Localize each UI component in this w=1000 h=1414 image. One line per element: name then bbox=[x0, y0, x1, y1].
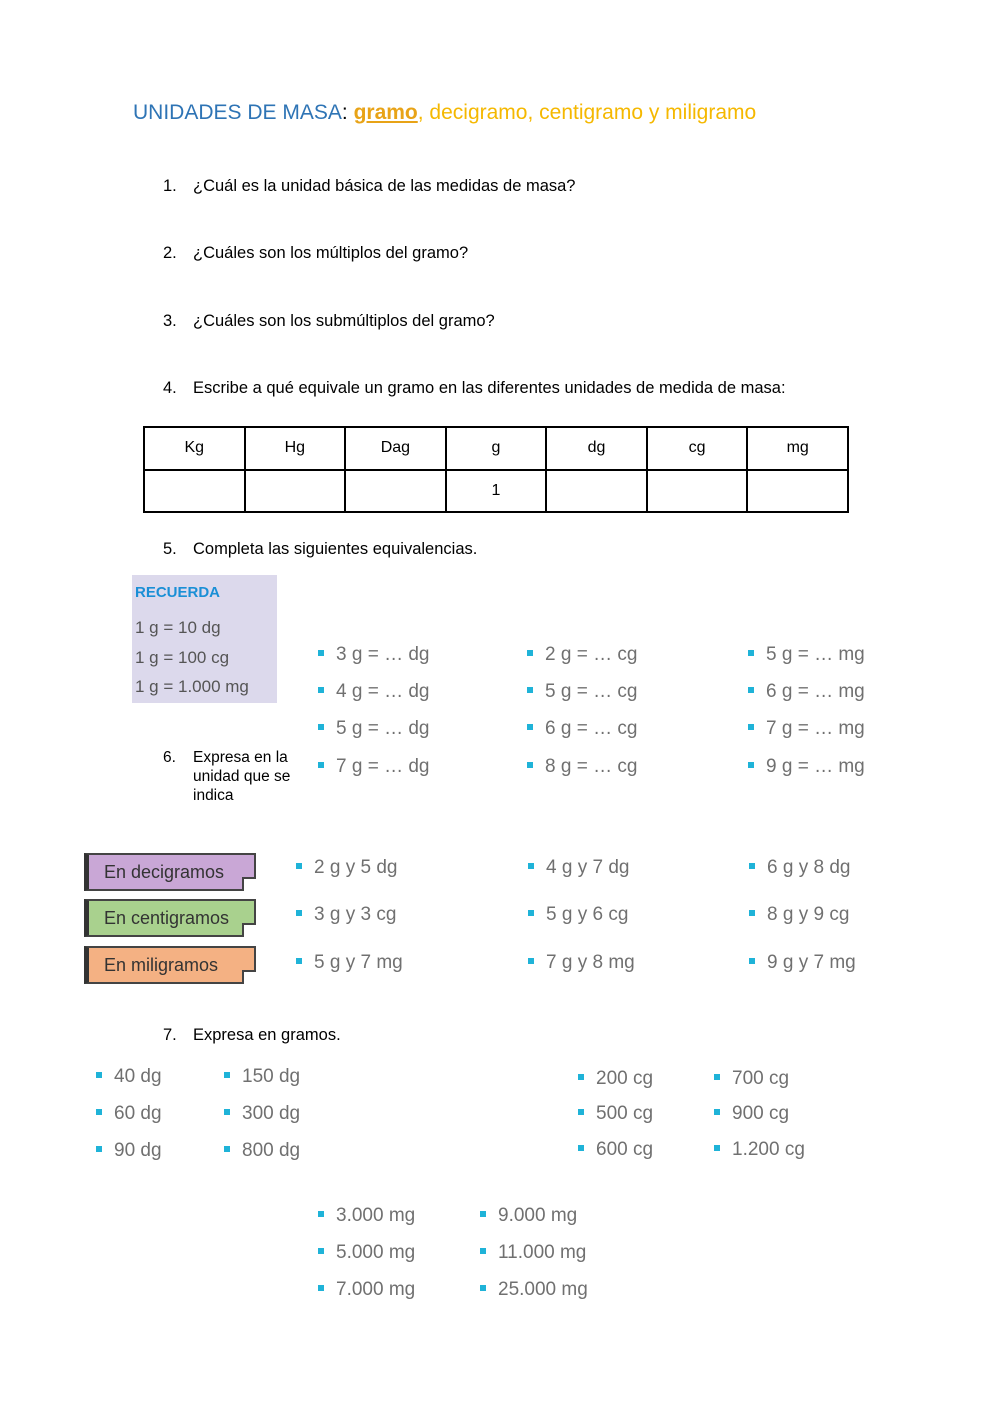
unit-cell-dag[interactable] bbox=[345, 470, 446, 513]
recuerda-line: 1 g = 1.000 mg bbox=[135, 677, 249, 696]
question-text: ¿Cuáles son los submúltiplos del gramo? bbox=[193, 312, 495, 330]
question-number: 1. bbox=[163, 177, 177, 195]
unit-header-hg: Hg bbox=[245, 427, 346, 470]
equivalence-item: 6 g = … cg bbox=[527, 718, 637, 740]
equivalence-item: 5 g = … mg bbox=[748, 644, 865, 666]
equivalence-item: 7 g = … dg bbox=[318, 756, 429, 778]
question-text: Expresa en gramos. bbox=[193, 1026, 341, 1044]
grams-item-dg: 150 dg bbox=[224, 1066, 300, 1088]
question-2 bbox=[163, 244, 468, 263]
recuerda-box bbox=[132, 575, 277, 703]
express-item: 3 g y 3 cg bbox=[296, 904, 396, 926]
grams-item-cg: 900 cg bbox=[714, 1103, 789, 1125]
unit-cell-cg[interactable] bbox=[647, 470, 748, 513]
unit-cell-hg[interactable] bbox=[245, 470, 346, 513]
question-number: 7. bbox=[163, 1026, 177, 1044]
equivalence-item: 4 g = … dg bbox=[318, 681, 429, 703]
express-item: 4 g y 7 dg bbox=[528, 857, 629, 879]
grams-item-dg: 40 dg bbox=[96, 1066, 162, 1088]
grams-item-mg: 7.000 mg bbox=[318, 1279, 415, 1301]
title-part-1: UNIDADES DE MASA bbox=[133, 101, 342, 124]
question-4 bbox=[163, 379, 786, 398]
express-item: 7 g y 8 mg bbox=[528, 952, 635, 974]
title-part-3: , decigramo, centigramo y miligramo bbox=[417, 101, 757, 124]
grams-item-mg: 3.000 mg bbox=[318, 1205, 415, 1227]
grams-item-cg: 200 cg bbox=[578, 1068, 653, 1090]
grams-item-dg: 60 dg bbox=[96, 1103, 162, 1125]
recuerda-line: 1 g = 100 cg bbox=[135, 648, 230, 667]
tab-decigramos: En decigramos bbox=[84, 853, 256, 891]
equivalence-item: 3 g = … dg bbox=[318, 644, 429, 666]
equivalence-item: 6 g = … mg bbox=[748, 681, 865, 703]
question-number: 2. bbox=[163, 244, 177, 262]
question-7 bbox=[163, 1026, 341, 1045]
equivalence-item: 8 g = … cg bbox=[527, 756, 637, 778]
question-text: Escribe a qué equivale un gramo en las diferentes unidades de medida de masa: bbox=[193, 379, 786, 397]
unit-header-g: g bbox=[446, 427, 547, 470]
question-3 bbox=[163, 312, 495, 331]
question-1 bbox=[163, 177, 575, 196]
unit-header-dag: Dag bbox=[345, 427, 446, 470]
units-header-row bbox=[144, 427, 848, 470]
question-number: 6. bbox=[163, 749, 176, 766]
equivalence-item: 5 g = … cg bbox=[527, 681, 637, 703]
express-item: 6 g y 8 dg bbox=[749, 857, 850, 879]
equivalence-item: 2 g = … cg bbox=[527, 644, 637, 666]
question-number: 3. bbox=[163, 312, 177, 330]
question-text: Completa las siguientes equivalencias. bbox=[193, 540, 478, 558]
tab-centigramos: En centigramos bbox=[84, 899, 256, 937]
express-item: 5 g y 7 mg bbox=[296, 952, 403, 974]
page-title bbox=[133, 101, 756, 125]
units-table bbox=[143, 426, 849, 513]
express-item: 5 g y 6 cg bbox=[528, 904, 628, 926]
grams-item-mg: 25.000 mg bbox=[480, 1279, 588, 1301]
unit-cell-dg[interactable] bbox=[546, 470, 647, 513]
unit-header-dg: dg bbox=[546, 427, 647, 470]
unit-header-mg: mg bbox=[747, 427, 848, 470]
question-text: Expresa en la unidad que se indica bbox=[193, 749, 291, 804]
unit-header-cg: cg bbox=[647, 427, 748, 470]
recuerda-title: RECUERDA bbox=[135, 584, 221, 601]
grams-item-dg: 90 dg bbox=[96, 1140, 162, 1162]
question-5 bbox=[163, 540, 477, 559]
question-text: ¿Cuáles son los múltiplos del gramo? bbox=[193, 244, 469, 262]
units-value-row bbox=[144, 470, 848, 513]
grams-item-mg: 5.000 mg bbox=[318, 1242, 415, 1264]
title-part-2: gramo bbox=[353, 101, 418, 124]
recuerda-line: 1 g = 10 dg bbox=[135, 618, 221, 637]
unit-header-kg: Kg bbox=[144, 427, 245, 470]
unit-cell-mg[interactable] bbox=[747, 470, 848, 513]
grams-item-cg: 500 cg bbox=[578, 1103, 653, 1125]
tab-miligramos: En miligramos bbox=[84, 946, 256, 984]
unit-cell-g: 1 bbox=[446, 470, 547, 513]
express-item: 2 g y 5 dg bbox=[296, 857, 397, 879]
express-item: 8 g y 9 cg bbox=[749, 904, 849, 926]
grams-item-mg: 9.000 mg bbox=[480, 1205, 577, 1227]
title-colon: : bbox=[341, 101, 348, 124]
unit-cell-kg[interactable] bbox=[144, 470, 245, 513]
grams-item-cg: 1.200 cg bbox=[714, 1139, 805, 1161]
express-item: 9 g y 7 mg bbox=[749, 952, 856, 974]
grams-item-mg: 11.000 mg bbox=[480, 1242, 586, 1264]
grams-item-dg: 300 dg bbox=[224, 1103, 300, 1125]
grams-item-dg: 800 dg bbox=[224, 1140, 300, 1162]
question-number: 4. bbox=[163, 379, 177, 397]
equivalence-item: 7 g = … mg bbox=[748, 718, 865, 740]
grams-item-cg: 600 cg bbox=[578, 1139, 653, 1161]
question-text: ¿Cuál es la unidad básica de las medidas de masa? bbox=[193, 177, 576, 195]
equivalence-item: 5 g = … dg bbox=[318, 718, 429, 740]
question-number: 5. bbox=[163, 540, 177, 558]
grams-item-cg: 700 cg bbox=[714, 1068, 789, 1090]
equivalence-item: 9 g = … mg bbox=[748, 756, 865, 778]
